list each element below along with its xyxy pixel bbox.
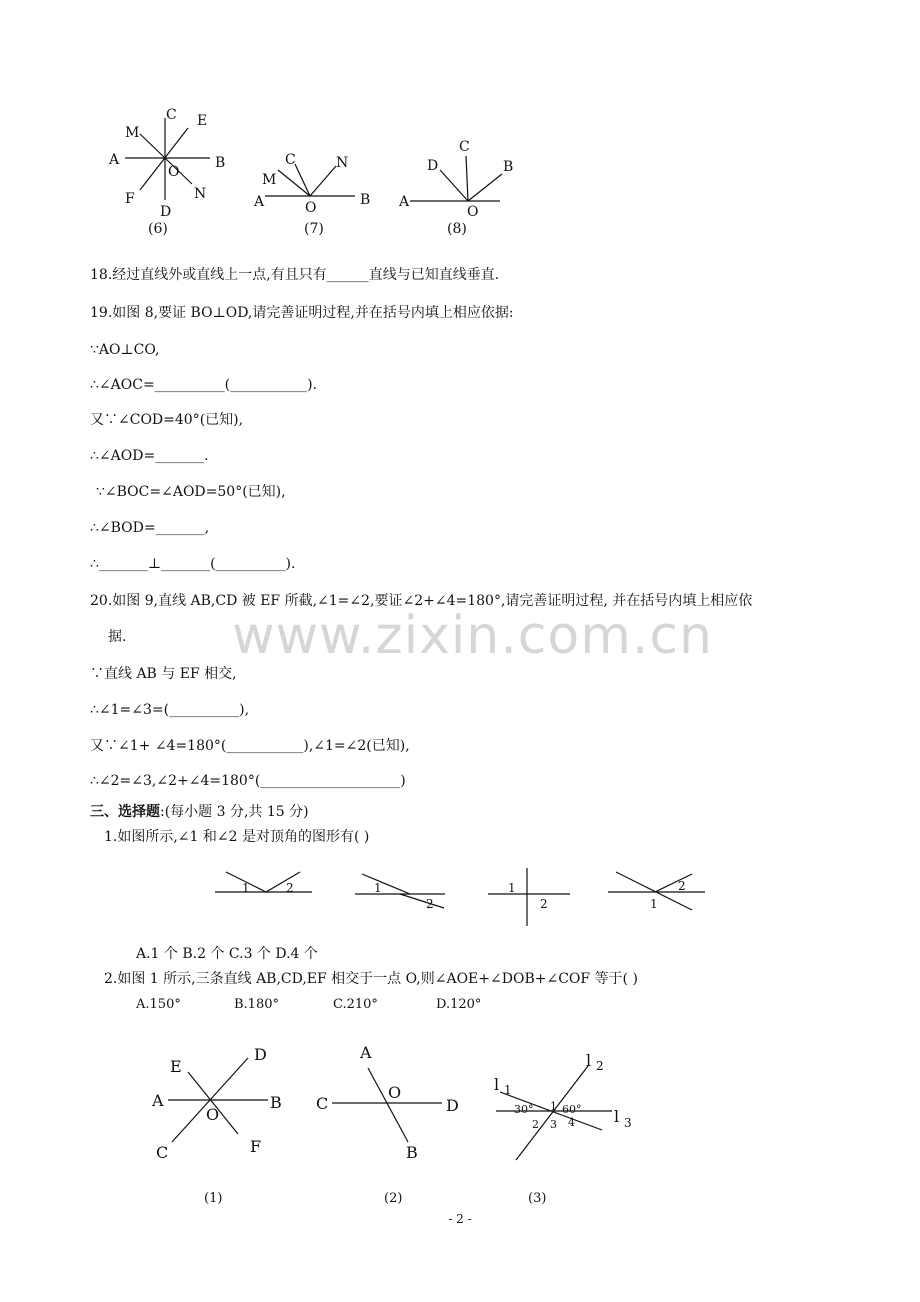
fig2-label-o: O — [388, 1083, 402, 1102]
fig6-label-d: D — [160, 204, 172, 220]
fig8-label-d: D — [427, 158, 439, 174]
fig8-label-c: C — [459, 139, 470, 155]
fig1-label-a: A — [152, 1091, 164, 1110]
q20-line: ∴∠2=∠3,∠2+∠4=180°(____________________) — [90, 773, 406, 789]
fig8-label-a: A — [399, 194, 410, 210]
fig7-label-b: B — [360, 192, 371, 208]
mc1-question: 1.如图所示,∠1 和∠2 是对顶角的图形有( ) — [104, 829, 370, 845]
fig8-label-b: B — [503, 159, 514, 175]
fig3-label-l1: l — [494, 1075, 500, 1094]
mc1-fig-c-label-2: 2 — [540, 897, 548, 911]
fig1-caption: (1) — [204, 1191, 223, 1206]
mc1-fig-d-label-2: 2 — [678, 879, 686, 893]
fig7-label-c: C — [285, 152, 296, 168]
q19-line: ∵AO⊥CO, — [90, 342, 160, 358]
section-3-title: 三、选择题 — [90, 804, 160, 820]
mc1-fig-b-label-2: 2 — [426, 897, 434, 911]
fig1-label-f: F — [250, 1137, 262, 1156]
fig7-label-o: O — [305, 200, 317, 216]
fig1-label-d: D — [254, 1045, 267, 1064]
fig8-label-o: O — [467, 204, 479, 220]
mc2-option-b: B.180° — [234, 997, 279, 1012]
q19-line: 又∵∠COD=40°(已知), — [90, 412, 244, 428]
fig6-label-e: E — [197, 113, 208, 129]
bottom-figures — [140, 1030, 660, 1210]
top-figures — [100, 100, 560, 240]
fig3-angle-2: 2 — [532, 1118, 539, 1131]
mc2-option-a: A.150° — [136, 997, 181, 1012]
q20-line: ∴∠1=∠3=(__________), — [90, 702, 250, 718]
mc2-option-d: D.120° — [436, 997, 482, 1012]
q19-line: ∴_______⊥_______(__________). — [90, 556, 296, 572]
section-3-heading — [90, 803, 309, 821]
mc2-question: 2.如图 1 所示,三条直线 AB,CD,EF 相交于一点 O,则∠AOE+∠DOB+∠COF 等于( ) — [104, 971, 638, 987]
mc1-options: A.1 个 B.2 个 C.3 个 D.4 个 — [136, 946, 318, 962]
fig3-label-l2: l — [586, 1051, 592, 1070]
section-3-note: :(每小题 3 分,共 15 分) — [160, 804, 309, 820]
mc1-fig-a-label-1: 1 — [242, 881, 250, 895]
fig2-label-b: B — [406, 1143, 418, 1162]
question-18: 18.经过直线外或直线上一点,有且只有______直线与已知直线垂直. — [90, 267, 500, 283]
fig6-label-m: M — [125, 125, 140, 141]
mc1-fig-c-label-1: 1 — [508, 881, 516, 895]
fig3-label-l1-sub: 1 — [504, 1083, 512, 1097]
fig6-label-c: C — [166, 107, 177, 123]
fig7-label-a: A — [254, 194, 265, 210]
fig3-angle-4: 4 — [568, 1116, 575, 1129]
q19-line: ∴∠AOD=_______. — [90, 448, 209, 464]
fig3-angle-3: 3 — [550, 1118, 557, 1131]
mc2-option-c: C.210° — [333, 997, 378, 1012]
fig7-label-m: M — [262, 172, 277, 188]
mc1-figures — [200, 858, 720, 938]
fig3-angle-1: 1 — [550, 1100, 557, 1113]
fig1-label-b: B — [270, 1093, 282, 1112]
fig3-label-l3-sub: 3 — [624, 1116, 632, 1130]
q19-line: ∴∠BOD=_______, — [90, 520, 210, 536]
fig8-caption: (8) — [447, 221, 467, 237]
fig6-label-n: N — [194, 186, 207, 202]
fig2-label-c: C — [316, 1094, 329, 1113]
fig6-label-o: O — [168, 164, 180, 180]
fig6-label-b: B — [215, 155, 226, 171]
fig1-label-e: E — [170, 1057, 182, 1076]
fig3-label-l2-sub: 2 — [596, 1059, 604, 1073]
mc1-fig-a-label-2: 2 — [286, 881, 294, 895]
page-number: - 2 - — [448, 1212, 472, 1226]
fig1-label-o: O — [206, 1105, 220, 1124]
q19-line: ∴∠AOC=__________(___________). — [90, 377, 318, 393]
fig1-label-c: C — [156, 1143, 169, 1162]
fig7-caption: (7) — [304, 221, 324, 237]
q20-line: ∵直线 AB 与 EF 相交, — [90, 666, 237, 682]
fig3-angle-30: 30° — [514, 1103, 534, 1116]
fig2-label-a: A — [360, 1043, 372, 1062]
question-20-title-cont: 据. — [108, 629, 127, 645]
fig3-label-l3: l — [614, 1107, 620, 1126]
question-19-title: 19.如图 8,要证 BO⊥OD,请完善证明过程,并在括号内填上相应依据: — [90, 305, 514, 321]
q19-line: ∵∠BOC=∠AOD=50°(已知), — [96, 484, 286, 500]
fig7-label-n: N — [336, 155, 349, 171]
fig3-caption: (3) — [528, 1191, 547, 1206]
watermark: www.zixin.com.cn — [232, 606, 713, 666]
fig6-label-a: A — [109, 152, 120, 168]
fig2-caption: (2) — [384, 1191, 403, 1206]
fig6-label-f: F — [125, 191, 135, 207]
fig6-caption: (6) — [148, 221, 168, 237]
fig3-angle-60: 60° — [562, 1103, 582, 1116]
q20-line: 又∵∠1+ ∠4=180°(___________),∠1=∠2(已知), — [90, 738, 410, 754]
mc1-fig-b-label-1: 1 — [374, 881, 382, 895]
fig2-label-d: D — [446, 1096, 459, 1115]
mc1-fig-d-label-1: 1 — [650, 897, 658, 911]
question-20-title: 20.如图 9,直线 AB,CD 被 EF 所截,∠1=∠2,要证∠2+∠4=180°,请完善证明过程, 并在括号内填上相应依 — [90, 593, 753, 609]
